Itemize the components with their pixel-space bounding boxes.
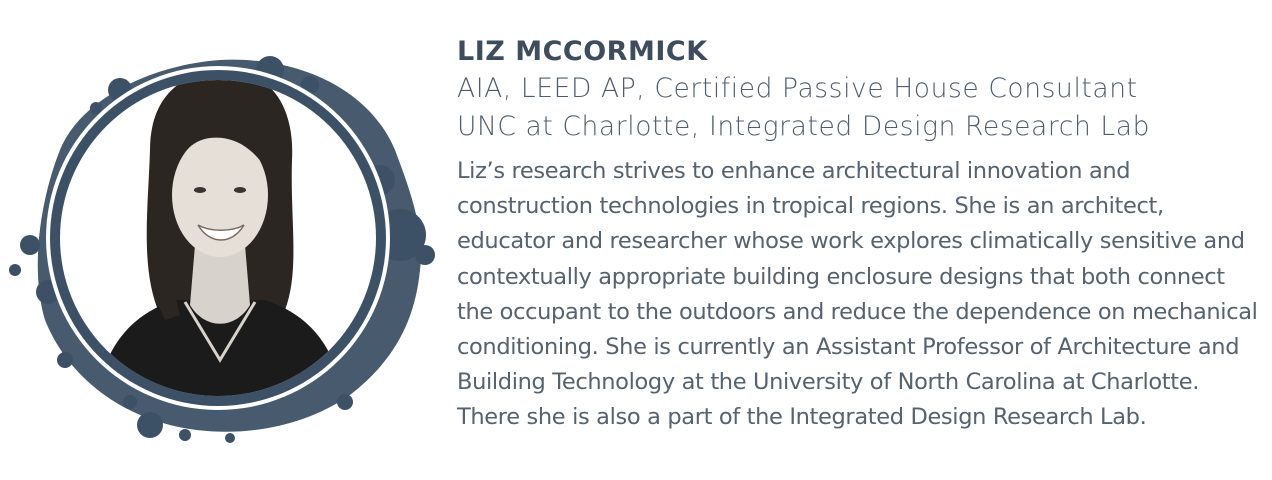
portrait-graphic bbox=[0, 30, 440, 450]
profile-text bbox=[457, 34, 1262, 436]
person-bio: Liz’s research strives to enhance architectural innovation and construction technologies in tropical regions. She is an architect, educator and researcher whose work explores climatically sensitive and contextually appropriate building enclosure designs that both connect the occupant to the outdoors and reduce the dependence on mechanical conditioning. She is currently an Assistant Professor of Architecture and Building Technology at the University of North Carolina at Charlotte. There she is also a part of the Integrated Design Research Lab. bbox=[457, 158, 1258, 431]
person-affiliation: UNC at Charlotte, Integrated Design Research Lab bbox=[457, 111, 1151, 142]
profile-photo bbox=[0, 30, 440, 450]
person-credentials: AIA, LEED AP, Certified Passive House Consultant bbox=[457, 73, 1138, 104]
person-name: LIZ MCCORMICK bbox=[457, 36, 708, 67]
